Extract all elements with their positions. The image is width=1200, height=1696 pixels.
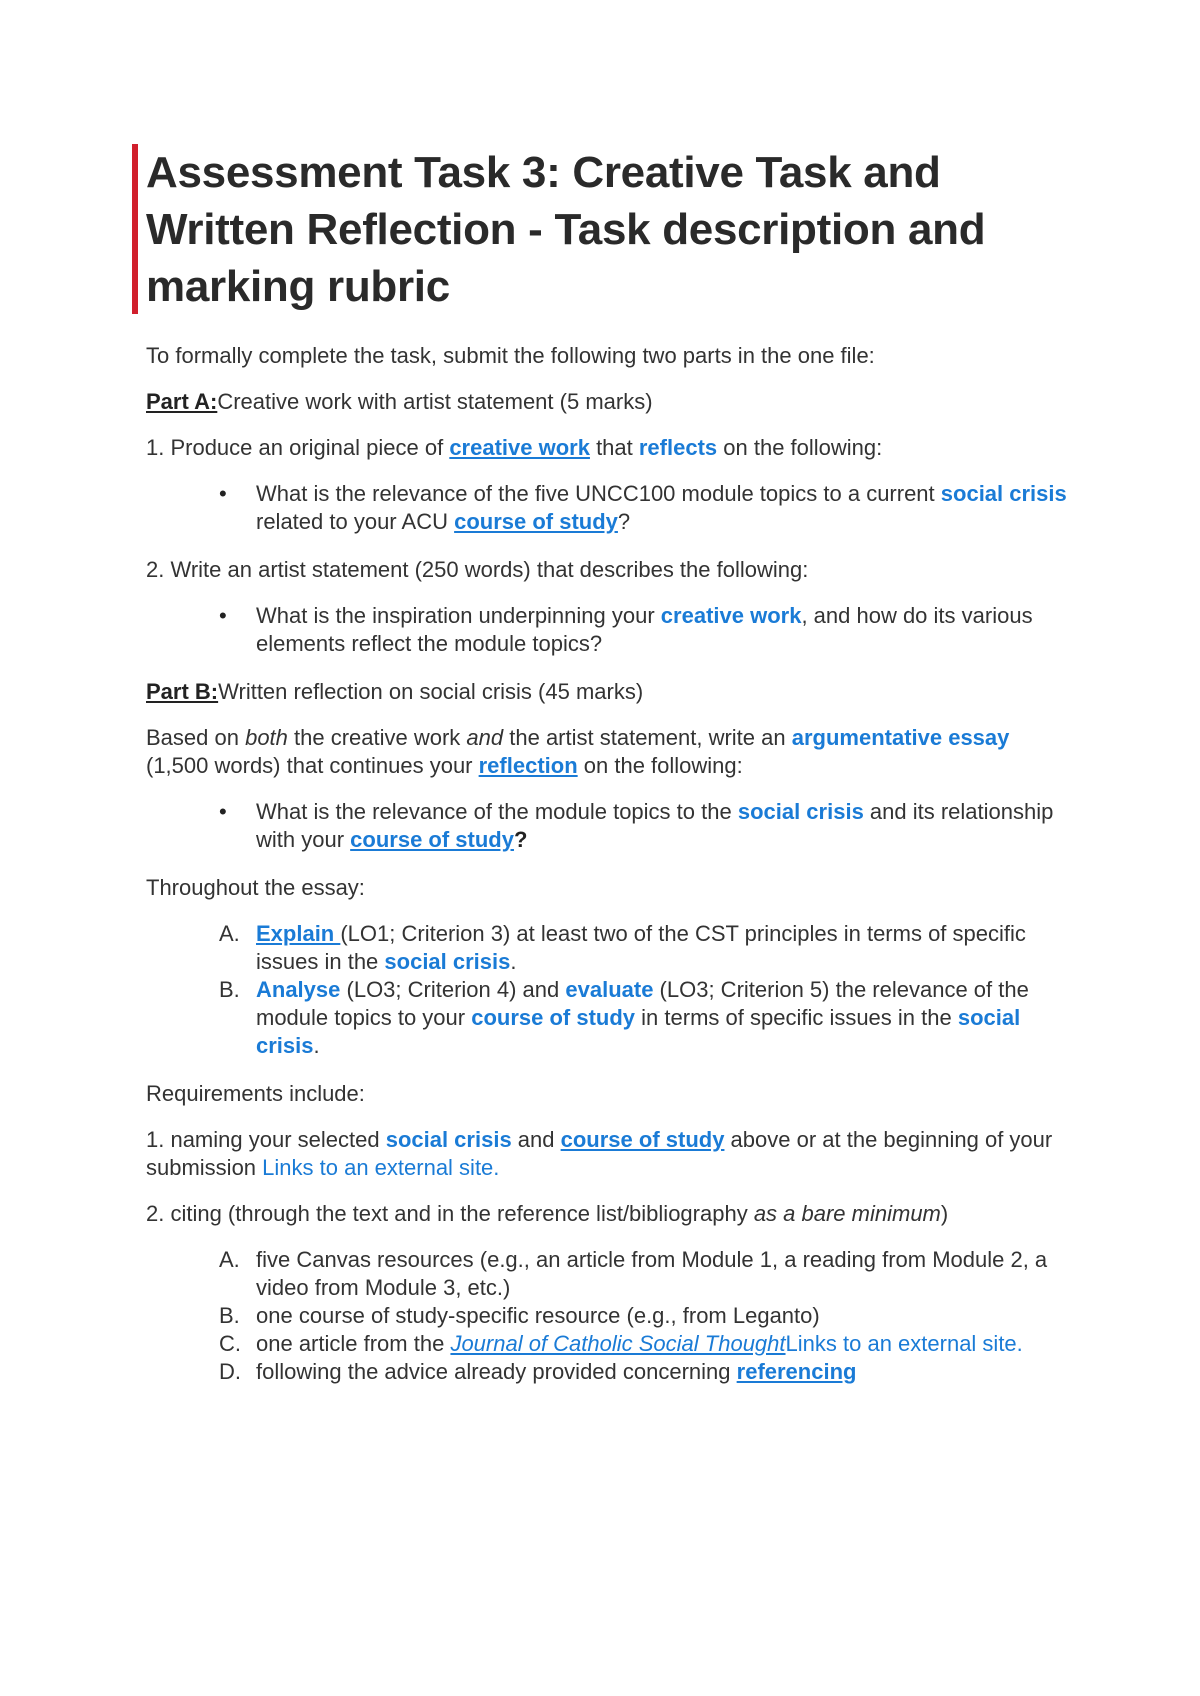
text: above or at the beginning of your submission (146, 1127, 1053, 1180)
keyword-analyse: Analyse (256, 977, 341, 1002)
text: Based on (146, 725, 246, 750)
throughout-list (146, 920, 1076, 1060)
keyword-social-crisis: social crisis (256, 1005, 1021, 1058)
text: ) (940, 1201, 949, 1226)
text: following the advice already provided concerning (256, 1359, 737, 1384)
text: , and how do its various elements reflect the module topics? (256, 603, 1033, 656)
text: (1,500 words) that continues your (146, 753, 479, 778)
journal-link[interactable]: Journal of Catholic Social Thought (450, 1331, 786, 1356)
text: and its relationship with your (256, 799, 1054, 852)
text: that (589, 435, 639, 460)
keyword-link-creative-work[interactable]: creative work (449, 435, 590, 460)
requirements-label: Requirements include: (146, 1081, 365, 1106)
part-b-heading (146, 678, 1076, 706)
text: the creative work (287, 725, 467, 750)
list-item (219, 1330, 1076, 1358)
text: What is the relevance of the module topics to the (256, 799, 738, 824)
text-italic: both (245, 725, 288, 750)
text: ? (617, 509, 631, 534)
text: in terms of specific issues in the (635, 1005, 958, 1030)
text: the artist statement, write an (503, 725, 792, 750)
text: five Canvas resources (e.g., an article from Module 1, a reading from Module 2, a video from Module 3, etc.) (256, 1247, 1048, 1300)
requirement-2 (146, 1200, 1076, 1228)
keyword-link-explain[interactable]: Explain (256, 921, 341, 946)
text: 1. Produce an original piece of (146, 435, 450, 460)
keyword-social-crisis: social crisis (385, 1127, 512, 1152)
keyword-social-crisis: social crisis (737, 799, 864, 824)
list-marker: B. (219, 977, 240, 1002)
keyword-link-course-of-study[interactable]: course of study (454, 509, 618, 534)
keyword-link-referencing[interactable]: referencing (736, 1359, 857, 1384)
list-item (219, 1302, 1076, 1330)
text-italic: and (466, 725, 504, 750)
list-marker: B. (219, 1303, 240, 1328)
list-marker: D. (219, 1359, 241, 1384)
part-a-bullets-2 (146, 602, 1076, 658)
part-a-item-1 (146, 434, 1076, 462)
title-accent-bar (132, 144, 138, 314)
page-title: Assessment Task 3: Creative Task and Written Reflection - Task description and marking rubric (146, 148, 986, 311)
part-b-bullets (146, 798, 1076, 854)
list-item (256, 602, 1076, 658)
list-item (219, 1358, 1076, 1386)
text: on the following: (577, 753, 743, 778)
part-b-label: Part B: (146, 679, 219, 704)
keyword-link-course-of-study[interactable]: course of study (350, 827, 514, 852)
text: one course of study-specific resource (e.g., from Leganto) (256, 1303, 820, 1328)
throughout-label: Throughout the essay: (146, 875, 365, 900)
part-a-bullets-1 (146, 480, 1076, 536)
requirement-1 (146, 1126, 1076, 1182)
title-block (139, 144, 1079, 315)
keyword-social-crisis: social crisis (940, 481, 1067, 506)
keyword-evaluate: evaluate (565, 977, 654, 1002)
keyword-course-of-study: course of study (471, 1005, 636, 1030)
document-body (146, 342, 1076, 1406)
list-item (219, 920, 1076, 976)
list-marker: A. (219, 1247, 240, 1272)
list-marker: A. (219, 921, 240, 946)
list-item (219, 1246, 1076, 1302)
text-italic: as a bare minimum (753, 1201, 941, 1226)
part-a-label: Part A: (146, 389, 218, 414)
text: one article from the (256, 1331, 451, 1356)
requirements-list (146, 1246, 1076, 1386)
external-site-link[interactable]: Links to an external site. (785, 1331, 1023, 1356)
intro-paragraph: To formally complete the task, submit the following two parts in the one file: (146, 343, 875, 368)
text: (LO3; Criterion 4) and (340, 977, 566, 1002)
keyword-creative-work: creative work (660, 603, 802, 628)
text: and (511, 1127, 561, 1152)
text: 2. citing (through the text and in the reference list/bibliography (146, 1201, 754, 1226)
part-a-item-2: 2. Write an artist statement (250 words) that describes the following: (146, 557, 809, 582)
keyword-social-crisis: social crisis (384, 949, 511, 974)
text: What is the relevance of the five UNCC100 module topics to a current (256, 481, 941, 506)
text: related to your ACU (256, 509, 455, 534)
part-b-paragraph (146, 724, 1076, 780)
text: (LO3; Criterion 5) the relevance of the module topics to your (256, 977, 1029, 1030)
external-site-link[interactable]: Links to an external site. (262, 1155, 500, 1180)
list-item (219, 976, 1076, 1060)
text: What is the inspiration underpinning your (256, 603, 661, 628)
text: . (510, 949, 517, 974)
text: 1. naming your selected (146, 1127, 386, 1152)
text: (LO1; Criterion 3) at least two of the CST principles in terms of specific issues in the (256, 921, 1026, 974)
keyword-link-reflection[interactable]: reflection (478, 753, 578, 778)
part-a-heading (146, 388, 1076, 416)
text: ? (513, 827, 528, 852)
text: . (313, 1033, 320, 1058)
list-item (256, 798, 1076, 854)
keyword-argumentative-essay: argumentative essay (791, 725, 1010, 750)
keyword-link-course-of-study[interactable]: course of study (560, 1127, 725, 1152)
list-item (256, 480, 1076, 536)
part-b-desc: Written reflection on social crisis (45 marks) (218, 679, 644, 704)
keyword-reflects: reflects (638, 435, 718, 460)
list-marker: C. (219, 1331, 241, 1356)
text: on the following: (717, 435, 883, 460)
part-a-desc: Creative work with artist statement (5 marks) (217, 389, 653, 414)
